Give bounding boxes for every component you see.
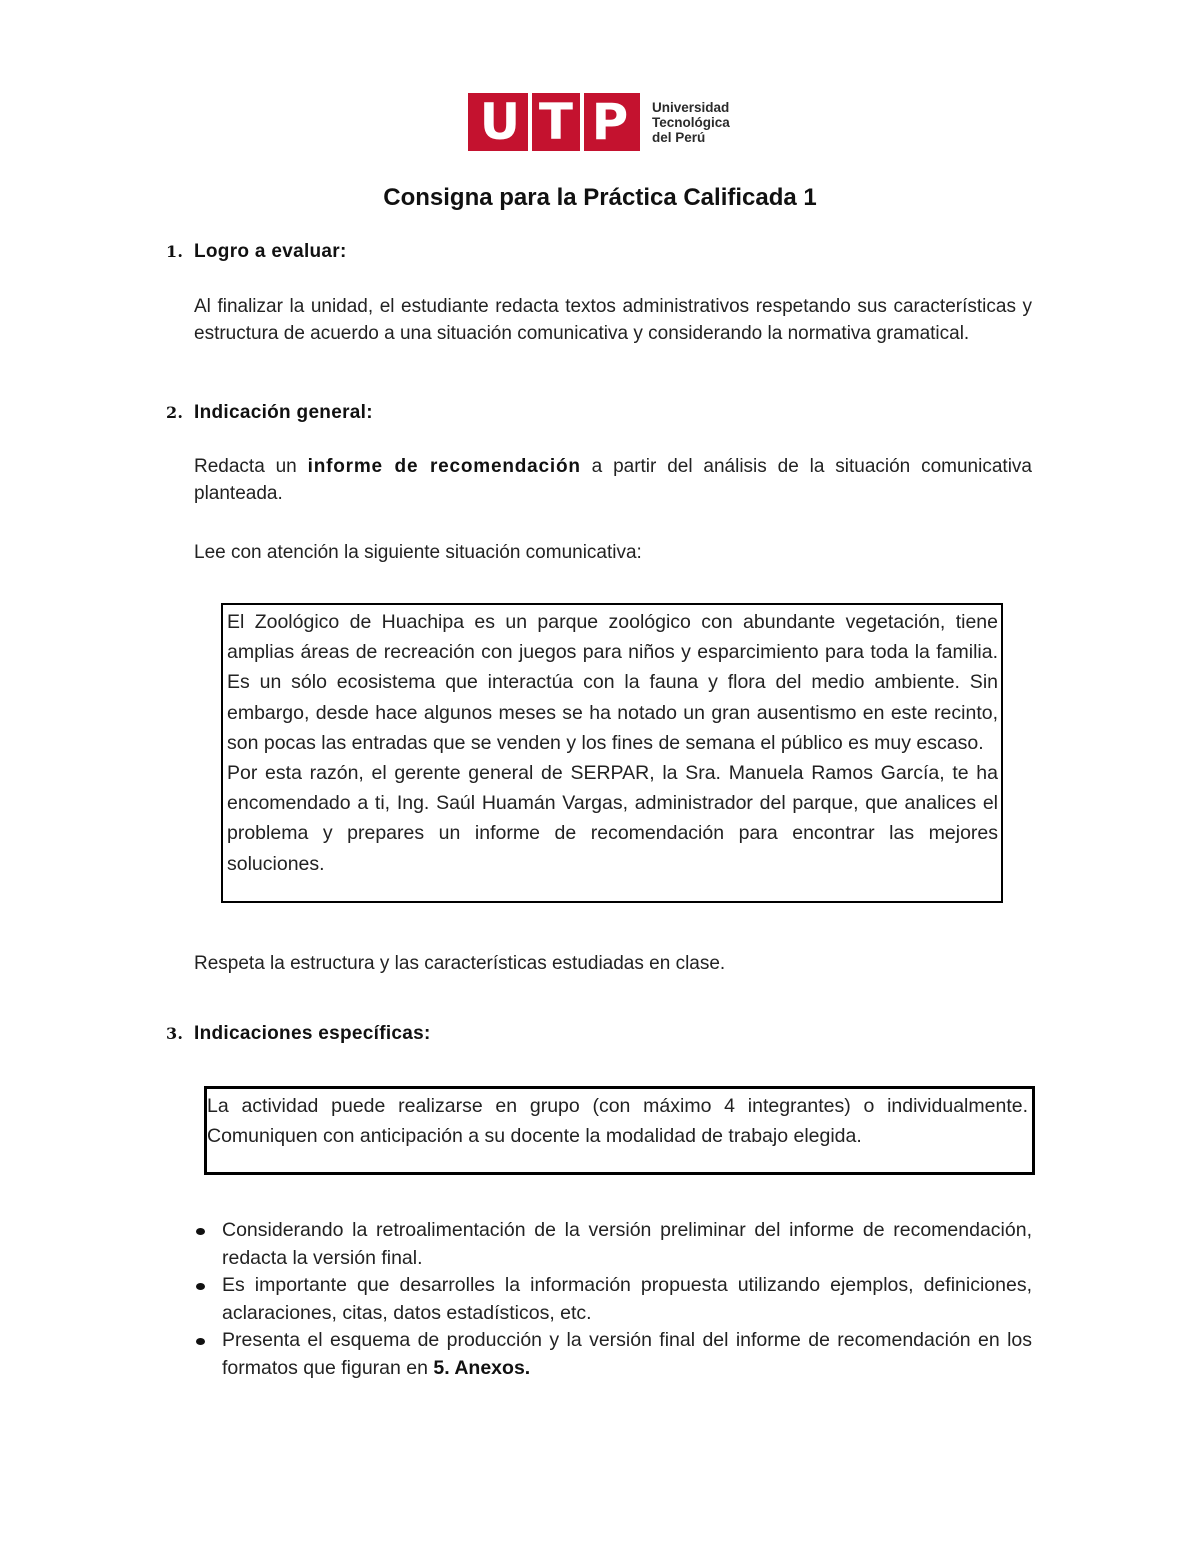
bullet-icon xyxy=(196,1338,205,1345)
list-item xyxy=(194,1217,1032,1272)
logo-divider xyxy=(528,93,532,151)
specific-instructions-list xyxy=(194,1217,1032,1382)
section-1-heading xyxy=(166,241,347,263)
logo-mark xyxy=(468,93,640,151)
logo-text-line: Universidad xyxy=(652,100,730,115)
utp-logo xyxy=(468,93,748,153)
list-item-text: Presenta el esquema de producción y la versión final del informe de recomendación en los formatos que figuran en xyxy=(222,1329,1032,1379)
annex-reference: 5. Anexos. xyxy=(433,1356,531,1379)
text-run: a partir del análisis de la situación comunicativa planteada. xyxy=(194,456,1032,504)
logo-text-line: del Perú xyxy=(652,130,706,145)
list-item-text: Considerando la retroalimentación de la versión preliminar del informe de recomendación, redacta la versión final. xyxy=(222,1219,1032,1269)
logo-text-line: Tecnológica xyxy=(652,115,730,130)
activity-box xyxy=(204,1086,1035,1175)
page-title: Consigna para la Práctica Calificada 1 xyxy=(383,184,817,211)
section-title: Logro a evaluar: xyxy=(194,241,347,262)
logo-letter-p: P xyxy=(591,93,629,151)
bullet-icon xyxy=(196,1228,205,1235)
logo-wordmark xyxy=(652,100,752,145)
emphasis-text: informe de recomendación xyxy=(307,456,581,477)
situation-paragraph: El Zoológico de Huachipa es un parque zoológico con abundante vegetación, tiene amplias áreas de recreación con juegos para niños y esparcimiento para toda la familia. Es un sólo ecosistema que interactúa con la fauna y flora del medio ambiente. Sin embargo, desde hace algunos meses se ha notado un gran ausentismo en este recinto, son pocas las entradas que se venden y los fines de semana el público es muy escaso. xyxy=(227,611,998,754)
section-2-instruction: Lee con atención la siguiente situación comunicativa: xyxy=(194,542,642,563)
section-3-heading xyxy=(166,1023,431,1045)
list-item xyxy=(194,1272,1032,1327)
section-number: 2. xyxy=(166,403,184,422)
logo-divider xyxy=(580,93,584,151)
section-2-paragraph xyxy=(194,453,1032,507)
section-title: Indicación general: xyxy=(194,402,373,423)
section-number: 3. xyxy=(166,1024,184,1043)
list-item-text: Es importante que desarrolles la información propuesta utilizando ejemplos, definiciones, aclaraciones, citas, datos estadísticos, etc. xyxy=(222,1274,1032,1324)
list-item xyxy=(194,1327,1032,1382)
situation-box xyxy=(221,603,1003,903)
section-2-closing: Respeta la estructura y las características estudiadas en clase. xyxy=(194,953,726,974)
logo-letter-u: U xyxy=(479,93,521,151)
logo-letter-t: T xyxy=(538,93,573,151)
situation-paragraph: Por esta razón, el gerente general de SERPAR, la Sra. Manuela Ramos García, te ha encomendado a ti, Ing. Saúl Huamán Vargas, administrador del parque, que analices el problema y prepares un informe de recomendación para encontrar las mejores soluciones. xyxy=(227,762,998,875)
text-run: Redacta un xyxy=(194,456,308,477)
section-title: Indicaciones específicas: xyxy=(194,1023,431,1044)
activity-text: La actividad puede realizarse en grupo (con máximo 4 integrantes) o individualmente. Comuniquen con anticipación a su docente la modalidad de trabajo elegida. xyxy=(207,1095,1028,1147)
bullet-icon xyxy=(196,1283,205,1290)
section-1-text: Al finalizar la unidad, el estudiante redacta textos administrativos respetando sus características y estructura de acuerdo a una situación comunicativa y considerando la normativa gramatical. xyxy=(194,296,1032,344)
section-number: 1. xyxy=(166,242,184,261)
section-2-heading xyxy=(166,402,373,424)
